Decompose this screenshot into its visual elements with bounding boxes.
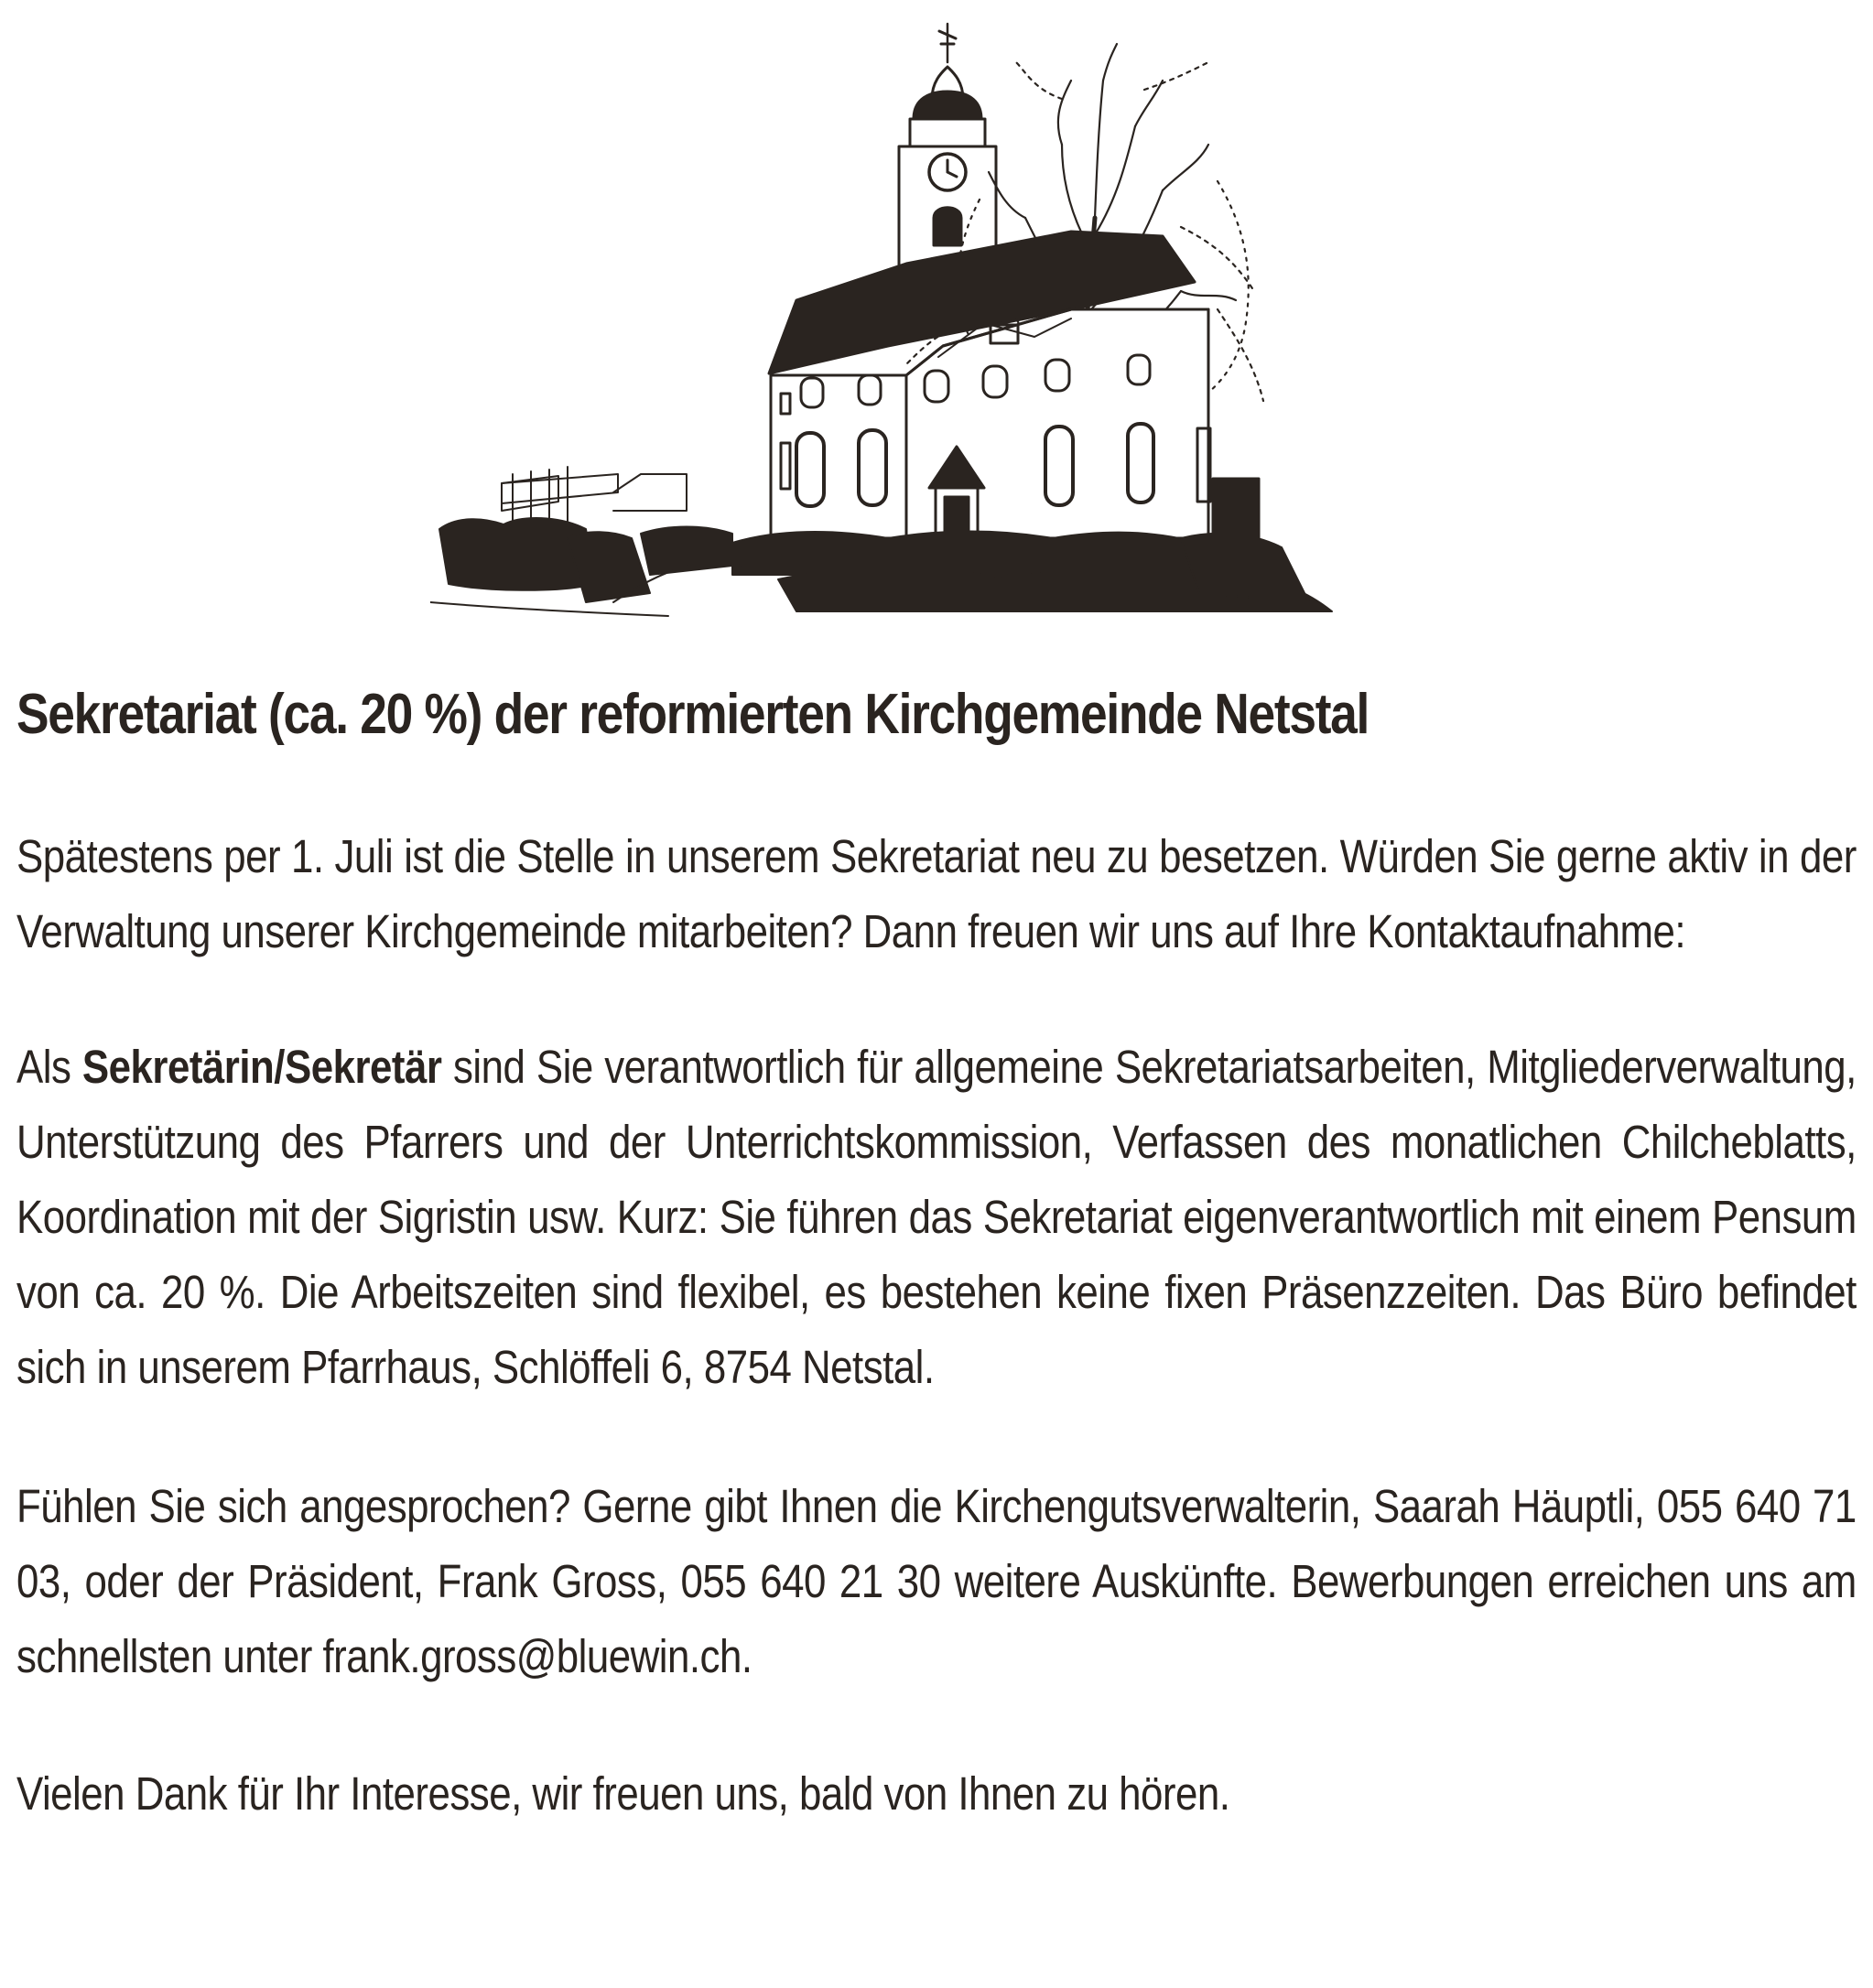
role-paragraph bbox=[16, 1030, 1857, 1405]
role-title: Sekretärin/Sekretär bbox=[81, 1041, 442, 1093]
role-prefix: Als bbox=[16, 1041, 82, 1093]
page-title: Sekretariat (ca. 20 %) der reformierten Kirchgemeinde Netstal bbox=[16, 683, 1370, 746]
job-posting bbox=[16, 673, 1857, 1831]
church-illustration bbox=[430, 16, 1346, 621]
contact-paragraph: Fühlen Sie sich angesprochen? Gerne gibt Ihnen die Kirchengutsverwalterin, Saarah Häuptli, 055 640 71 03, oder der Präsident, Frank Gross, 055 640 21 30 weitere Auskünfte. Bewerbungen erreichen uns am schnellsten unter frank.gross@bluewin.ch. bbox=[16, 1480, 1857, 1682]
intro-paragraph: Spätestens per 1. Juli ist die Stelle in unserem Sekretariat neu zu besetzen. Würden Sie gerne aktiv in der Verwaltung unserer Kirchgemeinde mitarbeiten? Dann freuen wir uns auf Ihre Kontaktaufnahme: bbox=[16, 830, 1857, 957]
closing-paragraph: Vielen Dank für Ihr Interesse, wir freuen uns, bald von Ihnen zu hören. bbox=[16, 1767, 1230, 1820]
role-description: sind Sie verantwortlich für allgemeine Sekretariatsarbeiten, Mitgliederverwaltung, Unterstützung des Pfarrers und der Unterrichtskommission, Verfassen des monatlichen Chilcheblatts, Koordination mit der Sigristin usw. Kurz: Sie führen das Sekretariat eigenverantwortlich mit einem Pensum von ca. 20 %. Die Arbeitszeiten sind flexibel, es bestehen keine fixen Präsenzzeiten. Das Büro befindet sich in unserem Pfarrhaus, Schlöffeli 6, 8754 Netstal. bbox=[16, 1041, 1857, 1393]
church-tower bbox=[899, 24, 996, 265]
